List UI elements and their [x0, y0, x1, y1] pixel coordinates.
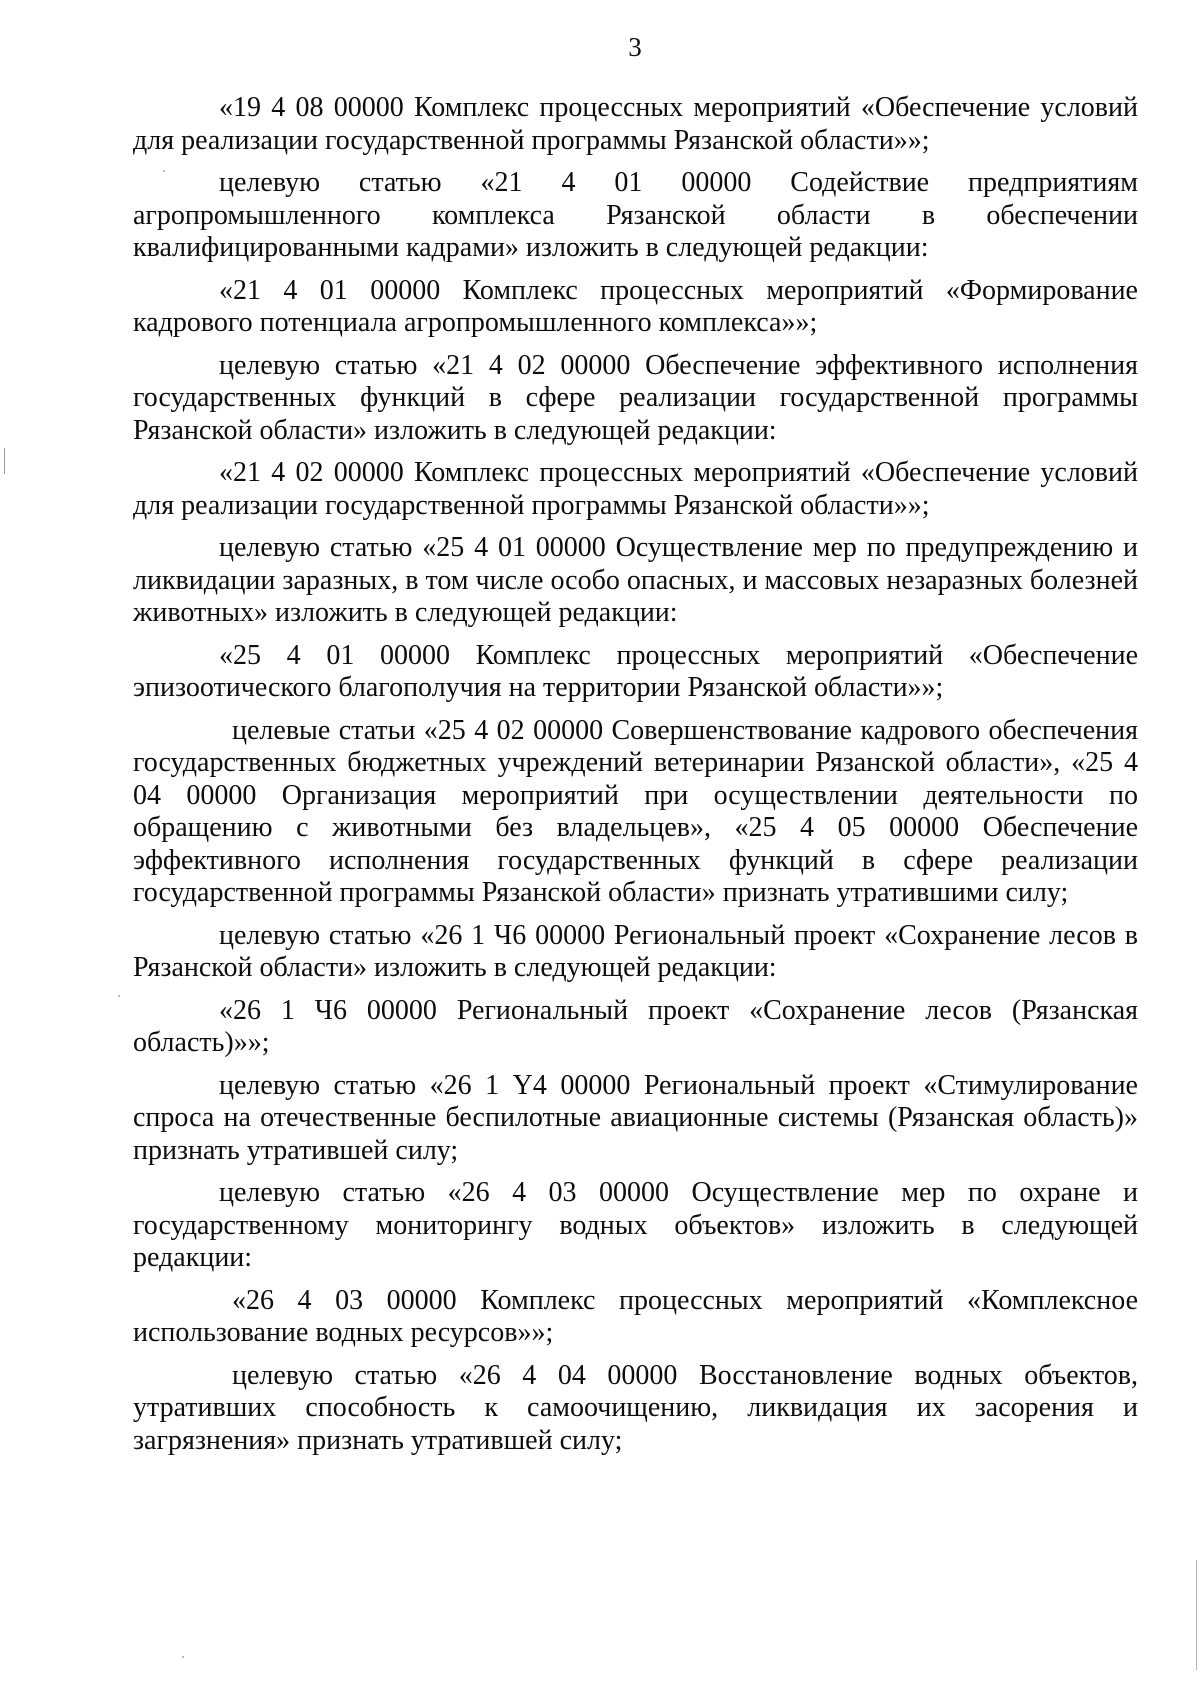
paragraph-2: целевую статью «21 4 01 00000 Содействие предприятиям агропромышленного комплекса Рязанской области в обеспечении квалифицированными кадрами» изложить в следующей редакции: [133, 167, 1138, 263]
scan-speck [163, 170, 165, 172]
scan-speck [118, 995, 120, 997]
scan-speck [182, 1656, 184, 1658]
scan-artifact-left [4, 448, 5, 474]
page-number: 3 [628, 32, 642, 62]
paragraph-1: «19 4 08 00000 Комплекс процессных мероприятий «Обеспечение условий для реализации государственной программы Рязанской области»»; [133, 92, 1138, 156]
document-body [133, 92, 1138, 1467]
paragraph-5: «21 4 02 00000 Комплекс процессных мероприятий «Обеспечение условий для реализации государственной программы Рязанской области»»; [133, 457, 1138, 521]
paragraph-13: «26 4 03 00000 Комплекс процессных мероприятий «Комплексное использование водных ресурсов»»; [133, 1284, 1138, 1348]
paragraph-10: «26 1 Ч6 00000 Региональный проект «Сохранение лесов (Рязанская область)»»; [133, 994, 1138, 1058]
paragraph-7: «25 4 01 00000 Комплекс процессных мероприятий «Обеспечение эпизоотического благополучия на территории Рязанской области»»; [133, 639, 1138, 703]
paragraph-9: целевую статью «26 1 Ч6 00000 Региональный проект «Сохранение лесов в Рязанской области» изложить в следующей редакции: [133, 919, 1138, 983]
scan-artifact-right [1196, 1560, 1197, 1670]
paragraph-14: целевую статью «26 4 04 00000 Восстановление водных объектов, утративших способность к самоочищению, ликвидация их засорения и загрязнения» признать утратившей силу; [133, 1359, 1138, 1456]
paragraph-11: целевую статью «26 1 Y4 00000 Региональный проект «Стимулирование спроса на отечественные беспилотные авиационные системы (Рязанская область)» признать утратившей силу; [133, 1069, 1138, 1166]
paragraph-3: «21 4 01 00000 Комплекс процессных мероприятий «Формирование кадрового потенциала агропромышленного комплекса»»; [133, 274, 1138, 338]
paragraph-12: целевую статью «26 4 03 00000 Осуществление мер по охране и государственному мониторингу водных объектов» изложить в следующей редакции: [133, 1177, 1138, 1273]
paragraph-8: целевые статьи «25 4 02 00000 Совершенствование кадрового обеспечения государственных бюджетных учреждений ветеринарии Рязанской области», «25 4 04 00000 Организация мероприятий при осуществлении деятельности по обращению с животными без владельцев», «25 4 05 00000 Обеспечение эффективного исполнения государственных функций в сфере реализации государственной программы Рязанской области» признать утратившими силу; [133, 714, 1138, 908]
paragraph-4: целевую статью «21 4 02 00000 Обеспечение эффективного исполнения государственных функций в сфере реализации государственной программы Рязанской области» изложить в следующей редакции: [133, 349, 1138, 446]
paragraph-6: целевую статью «25 4 01 00000 Осуществление мер по предупреждению и ликвидации заразных, в том числе особо опасных, и массовых незаразных болезней животных» изложить в следующей редакции: [133, 532, 1138, 628]
